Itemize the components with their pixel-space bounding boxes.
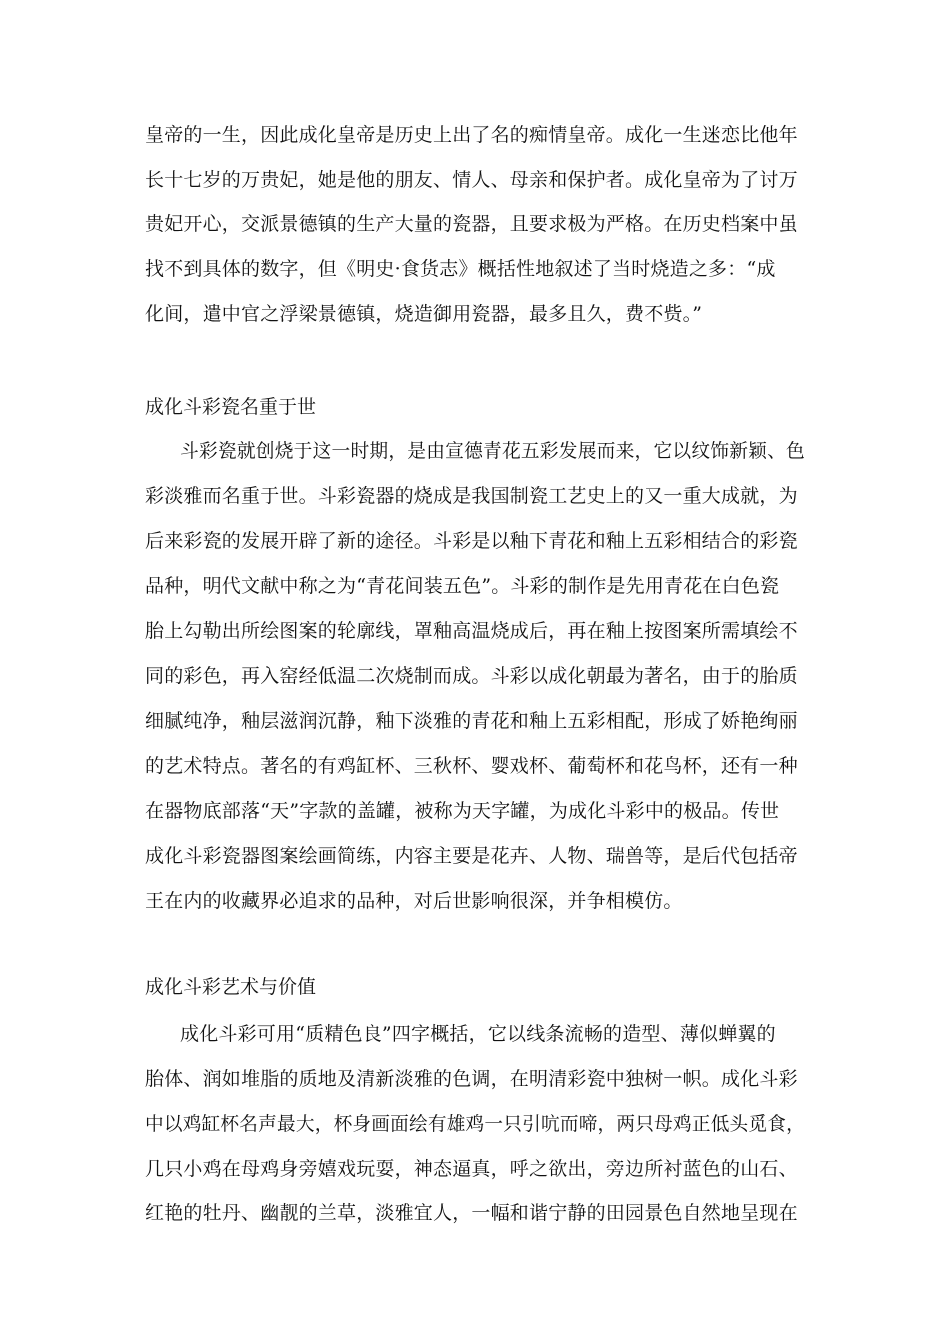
paragraph-line: 化间，遣中官之浮梁景德镇，烧造御用瓷器，最多且久，费不赀。” <box>145 303 703 325</box>
paragraph-line: 的艺术特点。著名的有鸡缸杯、三秋杯、婴戏杯、葡萄杯和花鸟杯，还有一种 <box>145 755 798 777</box>
paragraph-line: 长十七岁的万贵妃，她是他的朋友、情人、母亲和保护者。成化皇帝为了讨万 <box>145 169 798 191</box>
paragraph-line: 胎体、润如堆脂的质地及清新淡雅的色调，在明清彩瓷中独树一帜。成化斗彩 <box>145 1068 798 1090</box>
paragraph-line: 几只小鸡在母鸡身旁嬉戏玩耍，神态逼真，呼之欲出，旁边所衬蓝色的山石、 <box>145 1158 798 1180</box>
paragraph-line: 王在内的收藏界必追求的品种，对后世影响很深，并争相模仿。 <box>145 890 683 912</box>
paragraph-line: 红艳的牡丹、幽靓的兰草，淡雅宜人，一幅和谐宁静的田园景色自然地呈现在 <box>145 1202 798 1224</box>
paragraph-line: 中以鸡缸杯名声最大，杯身画面绘有雄鸡一只引吭而啼，两只母鸡正低头觅食， <box>145 1113 805 1135</box>
paragraph-line: 品种，明代文献中称之为“青花间装五色”。斗彩的制作是先用青花在白色瓷 <box>145 575 780 597</box>
paragraph-line: 同的彩色，再入窑经低温二次烧制而成。斗彩以成化朝最为著名，由于的胎质 <box>145 665 798 687</box>
paragraph-line: 贵妃开心，交派景德镇的生产大量的瓷器，且要求极为严格。在历史档案中虽 <box>145 213 798 235</box>
paragraph-line: 皇帝的一生，因此成化皇帝是历史上出了名的痴情皇帝。成化一生迷恋比他年 <box>145 124 798 146</box>
paragraph-line: 斗彩瓷就创烧于这一时期，是由宣德青花五彩发展而来，它以纹饰新颖、色 <box>180 440 805 462</box>
paragraph-line: 找不到具体的数字，但《明史·食货志》概括性地叙述了当时烧造之多：“成 <box>145 258 776 280</box>
paragraph-line: 成化斗彩可用“质精色良”四字概括，它以线条流畅的造型、薄似蝉翼的 <box>180 1023 776 1045</box>
paragraph-line: 后来彩瓷的发展开辟了新的途径。斗彩是以釉下青花和釉上五彩相结合的彩瓷 <box>145 530 798 552</box>
paragraph-line: 在器物底部落“天”字款的盖罐，被称为天字罐，为成化斗彩中的极品。传世 <box>145 800 780 822</box>
paragraph-line: 彩淡雅而名重于世。斗彩瓷器的烧成是我国制瓷工艺史上的又一重大成就，为 <box>145 485 798 507</box>
paragraph-line: 胎上勾勒出所绘图案的轮廓线，罩釉高温烧成后，再在釉上按图案所需填绘不 <box>145 620 798 642</box>
paragraph-line: 成化斗彩瓷器图案绘画简练，内容主要是花卉、人物、瑞兽等，是后代包括帝 <box>145 845 798 867</box>
section-heading: 成化斗彩瓷名重于世 <box>145 396 317 418</box>
paragraph-line: 细腻纯净，釉层滋润沉静，釉下淡雅的青花和釉上五彩相配，形成了娇艳绚丽 <box>145 710 798 732</box>
section-heading: 成化斗彩艺术与价值 <box>145 976 317 998</box>
